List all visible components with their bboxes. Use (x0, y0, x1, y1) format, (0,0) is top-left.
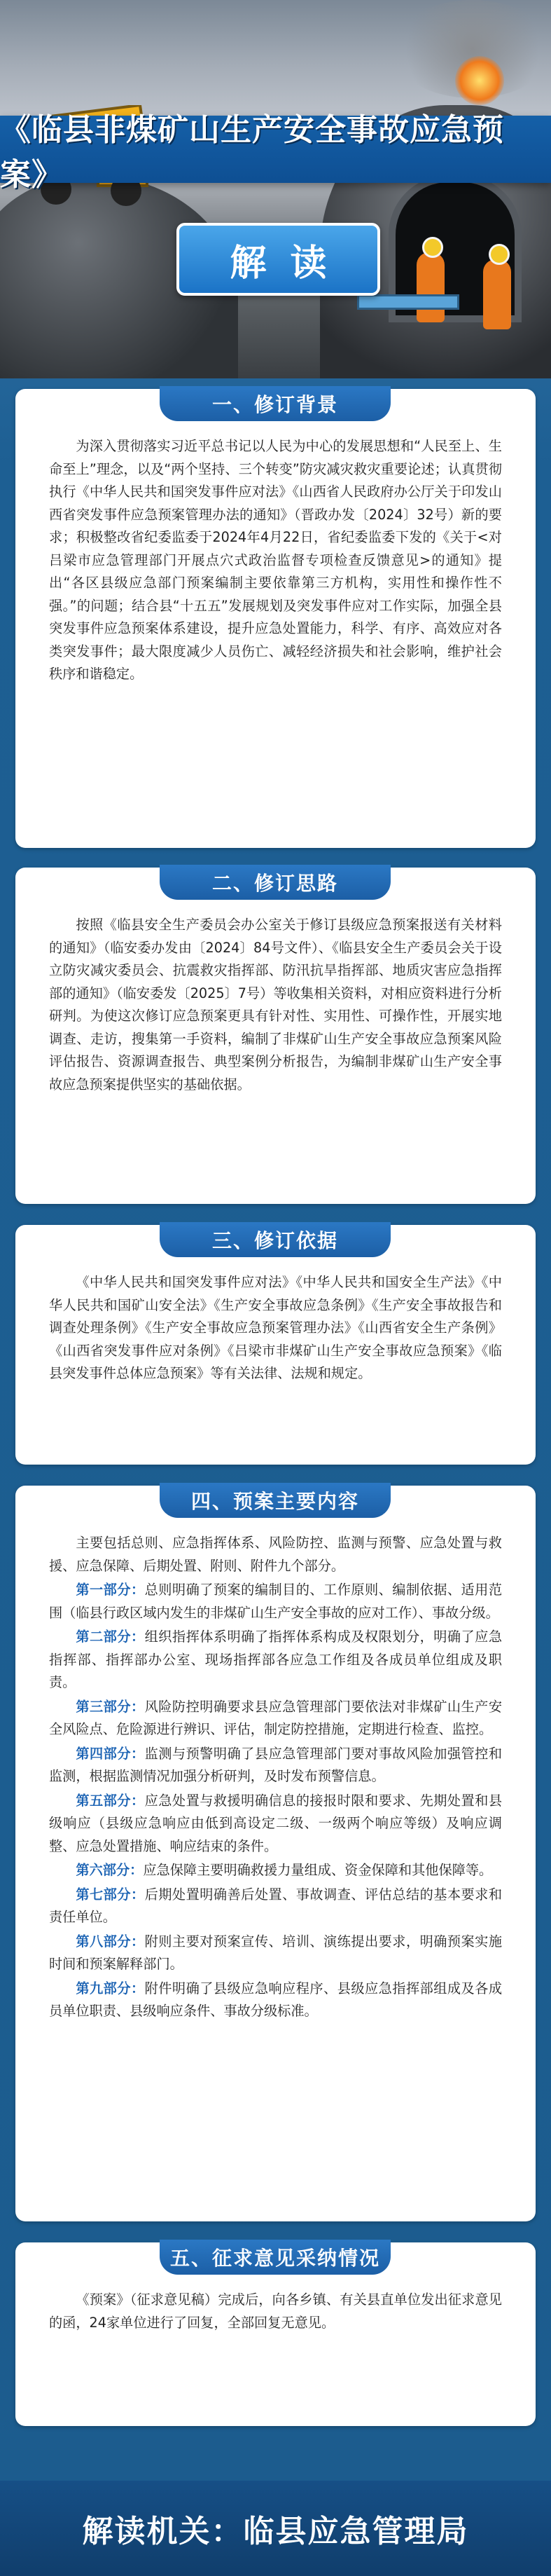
rescuer-icon (483, 259, 511, 329)
page-title-band (0, 112, 551, 193)
part-item: 第六部分：应急保障主要明确救援力量组成、资金保障和其他保障等。 (76, 1862, 493, 1878)
section-body (49, 1271, 502, 1385)
part-item: 第五部分：应急处置与救援明确信息的接报时限和要求、先期处置和县级响应（县级应急响应由低到高设定二级、一级两个响应等级）及响应调整、应急处置措施、响应结束的条件。 (49, 1792, 503, 1854)
part-item: 第八部分：附则主要对预案宣传、培训、演练提出要求，明确预案实施时间和预案解释部门。 (49, 1933, 503, 1972)
section-body (49, 914, 502, 1096)
fire-icon (455, 56, 504, 105)
section-heading: 四、预案主要内容 (160, 1483, 391, 1518)
paragraph: 为深入贯彻落实习近平总书记以人民为中心的发展思想和“人民至上、生命至上”理念，以及“两个坚持、三个转变”防灾减灾救灾重要论述；认真贯彻执行《中华人民共和国突发事件应对法》《山西省人民政府办公厅关于印发山西省突发事件应急预案管理办法的通知》（晋政办发〔2024〕32号）新的要求；积极整改省纪委监委于2024年4月22日，省纪委监委下发的《关于<对吕梁市应急管理部门开展点穴式政治监督专项检查反馈意见>的通知》提出“各区县级应急部门预案编制主要依靠第三方机构，实用性和操作性不强。”的问题；结合县“十五五”发展规划及突发事件应对工作实际，加强全县突发事件应急预案体系建设，提升应急处置能力，科学、有序、高效应对各类突发事件；最大限度减少人员伤亡、减轻经济损失和社会影响，维护社会秩序和谐稳定。 (49, 438, 502, 682)
part-item: 第四部分：监测与预警明确了县应急管理部门要对事故风险加强管控和监测，根据监测情况加强分析研判，及时发布预警信息。 (49, 1745, 503, 1784)
footer-text: 解读机关：临县应急管理局 (82, 2514, 469, 2549)
part-item: 第一部分：总则明确了预案的编制目的、工作原则、编制依据、适用范围（临县行政区域内发生的非煤矿山生产安全事故的应对工作）、事故分级。 (49, 1582, 503, 1621)
section-heading: 五、征求意见采纳情况 (160, 2240, 391, 2275)
page-title: 《临县非煤矿山生产安全事故应急预案》 (0, 112, 504, 193)
footer-banner (0, 2481, 551, 2576)
section-body (49, 2289, 502, 2334)
section-heading: 二、修订思路 (160, 865, 391, 900)
section-card (15, 1225, 536, 1465)
section-body (49, 1532, 502, 2023)
section-card (15, 868, 536, 1204)
paragraph: 《预案》（征求意见稿）完成后，向各乡镇、有关县直单位发出征求意见的函，24家单位进行了回复，全部回复无意见。 (49, 2291, 502, 2331)
section-heading: 一、修订背景 (160, 386, 391, 421)
section-card (15, 2242, 536, 2426)
part-item: 第三部分：风险防控明确要求县应急管理部门要依法对非煤矿山生产安全风险点、危险源进行辨识、评估，制定防控措施，定期进行检查、监控。 (49, 1698, 503, 1737)
paragraph: 主要包括总则、应急指挥体系、风险防控、监测与预警、应急处置与救援、应急保障、后期处置、附则、附件九个部分。 (49, 1535, 502, 1574)
section-card (15, 389, 536, 848)
part-item: 第九部分：附件明确了县级应急响应程序、县级应急指挥部组成及各成员单位职责、县级响应条件、事故分级标准。 (49, 1980, 503, 2019)
subtitle: 解读 (230, 242, 351, 285)
subtitle-badge (176, 223, 380, 296)
hero-banner (0, 0, 551, 378)
rescuer-icon (417, 252, 445, 322)
paragraph: 按照《临县安全生产委员会办公室关于修订县级应急预案报送有关材料的通知》（临安委办发由〔2024〕84号文件）、《临县安全生产委员会关于设立防灾减灾委员会、抗震救灾指挥部、防汛抗旱指挥部、地质灾害应急指挥部的通知》（临安委发〔2025〕7号）等收集相关资料，对相应资料进行分析研判。为使这次修订应急预案更具有针对性、实用性、可操作性，开展实地调查、走访，搜集第一手资料，编制了非煤矿山生产安全事故应急预案风险评估报告、资源调查报告、典型案例分析报告，为编制非煤矿山生产安全事故应急预案提供坚实的基础依据。 (49, 917, 502, 1092)
section-heading: 三、修订依据 (160, 1222, 391, 1257)
paragraph: 《中华人民共和国突发事件应对法》《中华人民共和国安全生产法》《中华人民共和国矿山安全法》《生产安全事故应急条例》《生产安全事故报告和调查处理条例》《生产安全事故应急预案管理办法》《山西省安全生产条例》《山西省突发事件应对条例》《吕梁市非煤矿山生产安全事故应急预案》《临县突发事件总体应急预案》等有关法律、法规和规定。 (49, 1274, 502, 1381)
section-card (15, 1486, 536, 2221)
stretcher-icon (357, 294, 459, 310)
part-item: 第二部分：组织指挥体系明确了指挥体系构成及权限划分，明确了应急指挥部、指挥部办公室、现场指挥部各应急工作组及各成员单位组成及职责。 (49, 1629, 503, 1690)
part-item: 第七部分：后期处置明确善后处置、事故调查、评估总结的基本要求和责任单位。 (49, 1886, 503, 1925)
section-body (49, 435, 502, 686)
